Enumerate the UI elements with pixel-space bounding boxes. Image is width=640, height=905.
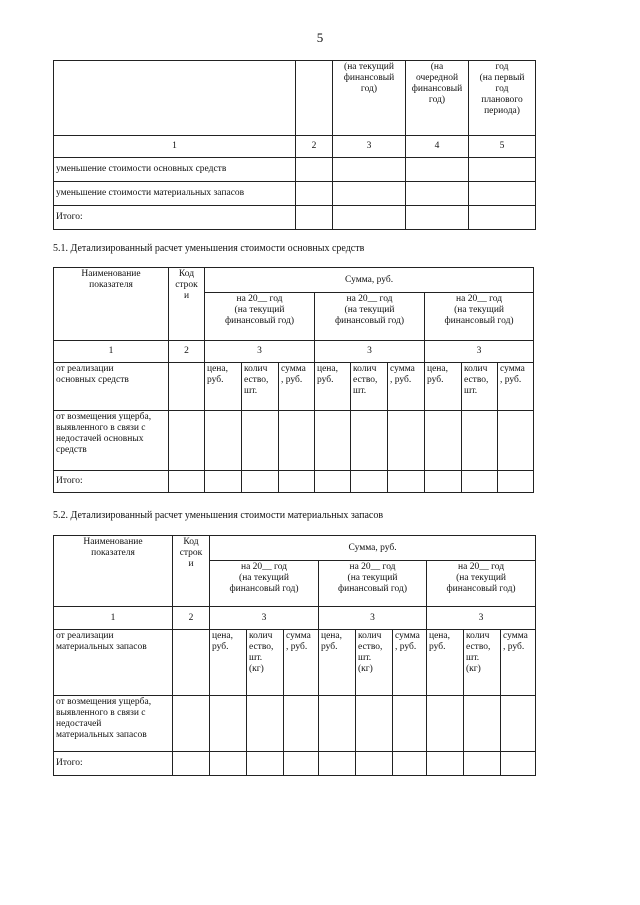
sub-header-quantity: колич ество, шт. (кг) <box>247 630 284 696</box>
column-number: 2 <box>169 341 205 363</box>
cell <box>356 696 393 752</box>
sub-header-price: цена, руб. <box>427 630 464 696</box>
column-number: 3 <box>427 607 536 630</box>
sub-header-quantity: колич ество, шт. (кг) <box>356 630 393 696</box>
cell <box>462 471 498 493</box>
column-number: 2 <box>296 136 333 158</box>
sub-header-price: цена, руб. <box>315 363 351 411</box>
cell <box>464 752 501 776</box>
cell <box>462 411 498 471</box>
sub-header-price: цена, руб. <box>319 630 356 696</box>
cell <box>315 411 351 471</box>
cell <box>501 752 536 776</box>
cell <box>498 411 534 471</box>
cell <box>284 696 319 752</box>
period-header: на 20__ год (на текущий финансовый год) <box>425 293 534 341</box>
cell <box>169 411 205 471</box>
period-header: на 20__ год (на текущий финансовый год) <box>319 561 427 607</box>
cell <box>169 363 205 411</box>
sum-header: Сумма, руб. <box>205 268 534 293</box>
row-label: уменьшение стоимости материальных запасов <box>54 182 296 206</box>
period-header: на 20__ год (на текущий финансовый год) <box>315 293 425 341</box>
row-label: от реализации основных средств <box>54 363 169 411</box>
cell <box>393 696 427 752</box>
header-cell: (на текущий финансовый год) <box>333 61 406 136</box>
cell <box>351 411 388 471</box>
cell <box>296 206 333 230</box>
period-header: на 20__ год (на текущий финансовый год) <box>427 561 536 607</box>
cell <box>284 752 319 776</box>
cell <box>351 471 388 493</box>
cell <box>333 206 406 230</box>
page-number: 5 <box>316 30 324 45</box>
row-label: уменьшение стоимости основных средств <box>54 158 296 182</box>
sub-header-quantity: колич ество, шт. <box>462 363 498 411</box>
header-cell: год (на первый год планового периода) <box>469 61 536 136</box>
cell <box>296 182 333 206</box>
header-cell: (на очередной финансовый год) <box>406 61 469 136</box>
cell <box>393 752 427 776</box>
cell <box>173 752 210 776</box>
column-number: 3 <box>315 341 425 363</box>
cell <box>173 696 210 752</box>
cell <box>242 471 279 493</box>
column-number: 2 <box>173 607 210 630</box>
sum-header: Сумма, руб. <box>210 536 536 561</box>
sub-header-quantity: колич ество, шт. (кг) <box>464 630 501 696</box>
cell <box>319 696 356 752</box>
cell <box>205 471 242 493</box>
sub-header-price: цена, руб. <box>205 363 242 411</box>
sub-header-price: цена, руб. <box>210 630 247 696</box>
cell <box>315 471 351 493</box>
sub-header-quantity: колич ество, шт. <box>242 363 279 411</box>
column-number: 3 <box>425 341 534 363</box>
sub-header-sum: сумма , руб. <box>279 363 315 411</box>
column-number: 5 <box>469 136 536 158</box>
cell <box>333 182 406 206</box>
section1-table <box>53 267 534 493</box>
sub-header-sum: сумма , руб. <box>284 630 319 696</box>
sub-header-sum: сумма , руб. <box>388 363 425 411</box>
code-header: Код строк и <box>173 536 210 607</box>
period-header: на 20__ год (на текущий финансовый год) <box>210 561 319 607</box>
section-heading: 5.2. Детализированный расчет уменьшения стоимости материальных запасов <box>53 510 384 521</box>
cell <box>425 411 462 471</box>
cell <box>406 158 469 182</box>
sub-header-sum: сумма , руб. <box>498 363 534 411</box>
row-label: Итого: <box>54 752 173 776</box>
column-number: 1 <box>54 341 169 363</box>
sub-header-sum: сумма , руб. <box>393 630 427 696</box>
cell <box>210 696 247 752</box>
column-number: 4 <box>406 136 469 158</box>
period-header: на 20__ год (на текущий финансовый год) <box>205 293 315 341</box>
cell <box>279 471 315 493</box>
cell <box>319 752 356 776</box>
cell <box>388 471 425 493</box>
row-label: Итого: <box>54 471 169 493</box>
name-header: Наименование показателя <box>54 536 173 607</box>
sub-header-quantity: колич ество, шт. <box>351 363 388 411</box>
cell <box>210 752 247 776</box>
section2-table <box>53 535 536 776</box>
column-number: 1 <box>54 607 173 630</box>
cell <box>427 752 464 776</box>
name-header: Наименование показателя <box>54 268 169 341</box>
cell <box>296 158 333 182</box>
cell <box>469 182 536 206</box>
column-number: 3 <box>210 607 319 630</box>
cell <box>247 696 284 752</box>
cell <box>242 411 279 471</box>
cell <box>406 182 469 206</box>
column-number: 3 <box>319 607 427 630</box>
top-table <box>53 60 536 230</box>
cell <box>464 696 501 752</box>
row-label: от возмещения ущерба, выявленного в связи с недостачей основных средств <box>54 411 169 471</box>
cell <box>425 471 462 493</box>
sub-header-sum: сумма , руб. <box>501 630 536 696</box>
column-number: 3 <box>333 136 406 158</box>
cell <box>333 158 406 182</box>
row-label: Итого: <box>54 206 296 230</box>
row-label: от возмещения ущерба, выявленного в связи с недостачей материальных запасов <box>54 696 173 752</box>
cell <box>469 206 536 230</box>
cell <box>501 696 536 752</box>
cell <box>356 752 393 776</box>
row-label: от реализации материальных запасов <box>54 630 173 696</box>
cell <box>469 158 536 182</box>
sub-header-price: цена, руб. <box>425 363 462 411</box>
cell <box>388 411 425 471</box>
column-number: 1 <box>54 136 296 158</box>
code-header: Код строк и <box>169 268 205 341</box>
cell <box>247 752 284 776</box>
cell <box>205 411 242 471</box>
cell <box>173 630 210 696</box>
cell <box>427 696 464 752</box>
cell <box>169 471 205 493</box>
cell <box>279 411 315 471</box>
column-number: 3 <box>205 341 315 363</box>
header-cell <box>296 61 333 136</box>
header-cell <box>54 61 296 136</box>
section-heading: 5.1. Детализированный расчет уменьшения стоимости основных средств <box>53 243 365 254</box>
cell <box>406 206 469 230</box>
cell <box>498 471 534 493</box>
